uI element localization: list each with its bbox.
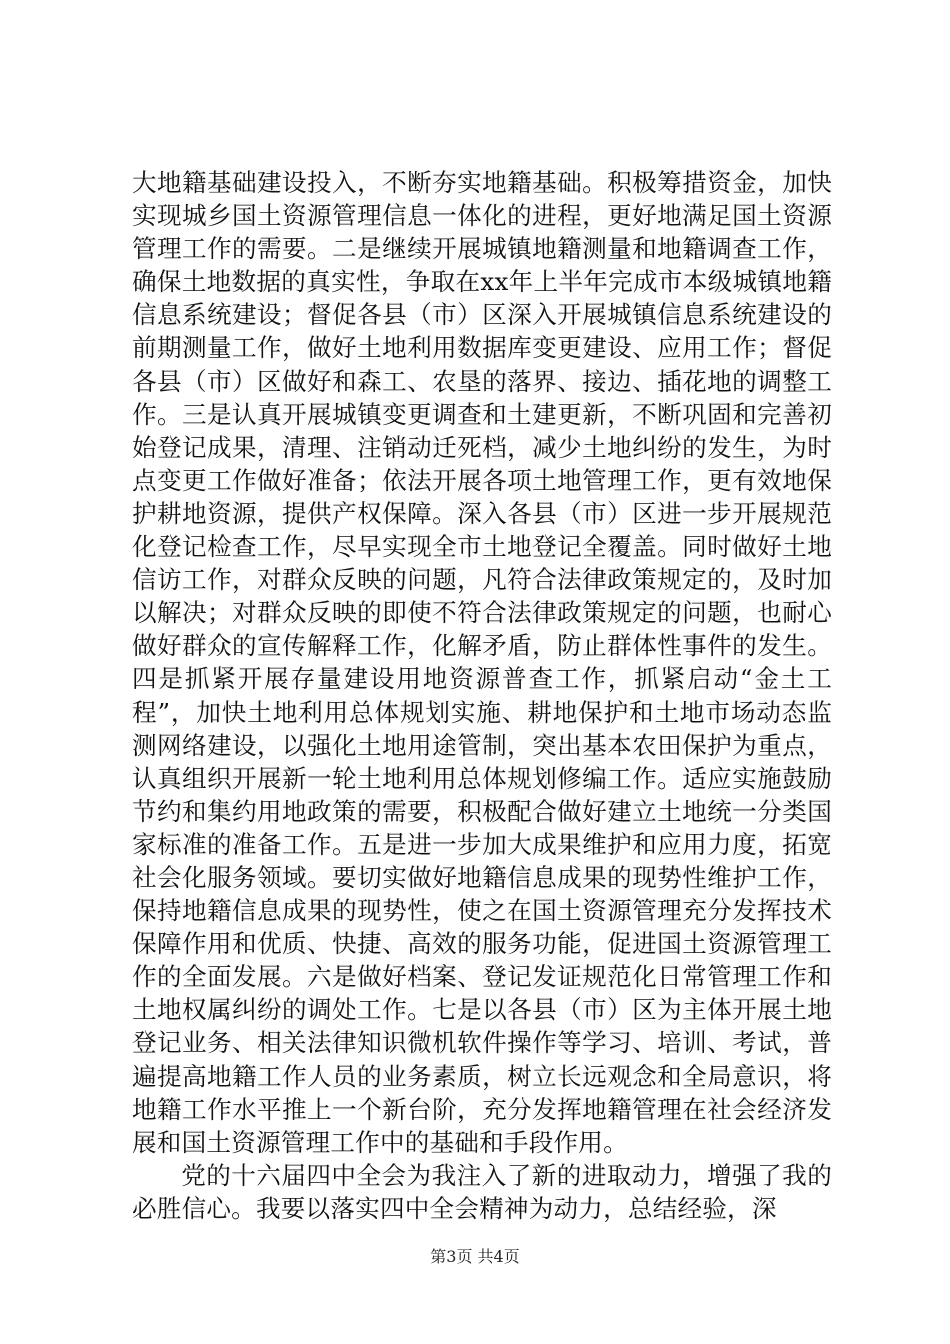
- document-body: [132, 166, 832, 1225]
- body-paragraph-2: 党的十六届四中全会为我注入了新的进取动力，增强了我的必胜信心。我要以落实四中全会精神为动力，总结经验，深: [132, 1160, 832, 1223]
- page-number-footer: 第3页 共4页: [430, 1247, 520, 1266]
- body-paragraph-1: 大地籍基础建设投入，不断夯实地籍基础。积极筹措资金，加快实现城乡国土资源管理信息一体化的进程，更好地满足国土资源管理工作的需要。二是继续开展城镇地籍测量和地籍调查工作，确保土地数据的真实性，争取在xx年上半年完成市本级城镇地籍信息系统建设；督促各县（市）区深入开展城镇信息系统建设的前期测量工作，做好土地利用数据库变更建设、应用工作；督促各县（市）区做好和森工、农垦的落界、接边、插花地的调整工作。三是认真开展城镇变更调查和土建更新，不断巩固和完善初始登记成果，清理、注销动迁死档，减少土地纠纷的发生，为时点变更工作做好准备；依法开展各项土地管理工作，更有效地保护耕地资源，提供产权保障。深入各县（市）区进一步开展规范化登记检查工作，尽早实现全市土地登记全覆盖。同时做好土地信访工作，对群众反映的问题，凡符合法律政策规定的，及时加以解决；对群众反映的即使不符合法律政策规定的问题，也耐心做好群众的宣传解释工作，化解矛盾，防止群体性事件的发生。四是抓紧开展存量建设用地资源普查工作，抓紧启动“金土工程”，加快土地利用总体规划实施、耕地保护和土地市场动态监测网络建设，以强化土地用途管制，突出基本农田保护为重点，认真组织开展新一轮土地利用总体规划修编工作。适应实施鼓励节约和集约用地政策的需要，积极配合做好建立土地统一分类国家标准的准备工作。五是进一步加大成果维护和应用力度，拓宽社会化服务领域。要切实做好地籍信息成果的现势性维护工作，保持地籍信息成果的现势性，使之在国土资源管理充分发挥技术保障作用和优质、快捷、高效的服务功能，促进国土资源管理工作的全面发展。六是做好档案、登记发证规范化日常管理工作和土地权属纠纷的调处工作。七是以各县（市）区为主体开展土地登记业务、相关法律知识微机软件操作等学习、培训、考试，普遍提高地籍工作人员的业务素质，树立长远观念和全局意识，将地籍工作水平推上一个新台阶，充分发挥地籍管理在社会经济发展和国土资源管理工作中的基础和手段作用。: [132, 168, 832, 1157]
